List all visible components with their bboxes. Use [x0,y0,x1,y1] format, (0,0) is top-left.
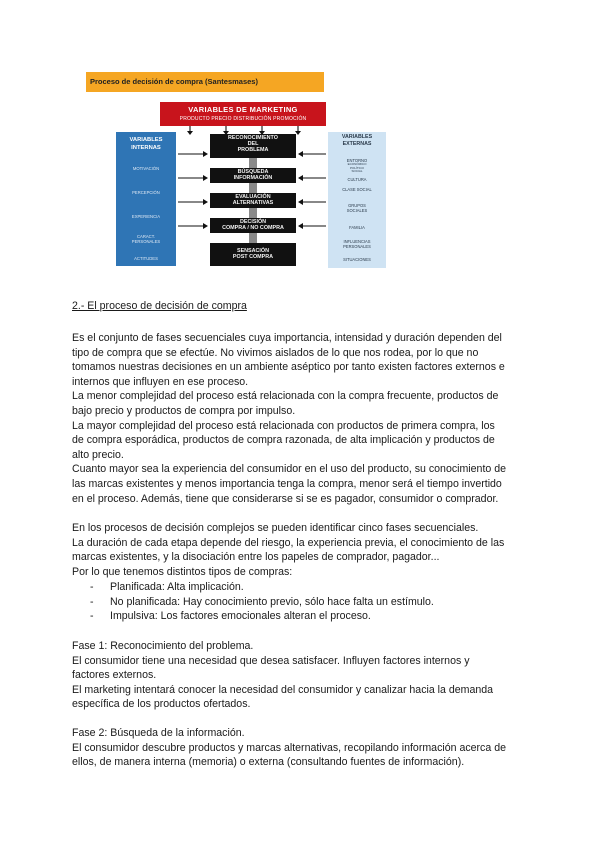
external-variables-title: VARIABLES EXTERNAS [341,134,373,147]
external-variable-item: SITUACIONES [343,257,371,262]
text-line: en el proceso. Además, tiene que considerarse si se es pagador, consumidor o comprador. [72,492,499,505]
phase-2-section [72,726,542,770]
phase-1-title: Fase 1: Reconocimiento del problema. [72,640,254,652]
text-line: El consumidor descubre productos y marcas alternativas, recopilando información acerca de [72,741,506,754]
text-line: tipo de compra que se efectúe. No vivimos aislados de lo que nos rodea, por lo que no [72,346,479,359]
text-line: internos que influyen en ese proceso. [72,375,249,388]
stage-alternatives-evaluation: EVALUACIÓN ALTERNATIVAS [210,193,296,208]
marketing-variables-box [160,102,326,126]
external-variable-item: CLASE SOCIAL [342,187,372,192]
diagram-title: Proceso de decisión de compra (Santesmases) [86,72,324,92]
intro-paragraph [72,331,542,506]
purchase-types-list [72,580,542,624]
internal-variables-box [116,132,176,266]
text-line: El marketing intentará conocer la necesidad del consumidor y canalizar hacia la demanda [72,683,494,696]
text-line: de compra esporádica, productos de compra razonada, de alta implicación y productos de [72,434,495,447]
text-line: En los procesos de decisión complejos se pueden identificar cinco fases secuenciales. [72,522,479,534]
internal-variable-item: ACTITUDES [134,256,158,261]
text-line: Por lo que tenemos distintos tipos de compras: [72,565,293,578]
text-line: La mayor complejidad del proceso está relacionada con productos de primera compra, los [72,419,495,432]
text-line: El consumidor tiene una necesidad que desea satisfacer. Influyen factores internos y [72,654,470,667]
stage-problem-recognition: RECONOCIMIENTO DEL PROBLEMA [210,134,296,158]
external-variable-item: GRUPOS SOCIALES [346,203,368,213]
decision-process-diagram [86,72,386,268]
text-line: bajo precio y productos de compra por impulso. [72,404,296,417]
list-item: - Impulsiva: Los factores emocionales alteran el proceso. [90,610,371,623]
external-variable-item: ENTORNO ECONÓMICO POLÍTICO SOCIAL [346,157,368,174]
list-item: - Planificada: Alta implicación. [90,581,244,593]
stage-information-search: BÚSQUEDA INFORMACIÓN [210,168,296,183]
internal-variable-item: EXPERIENCIA [131,214,161,219]
complex-process-paragraph [72,521,542,579]
internal-variable-item: CARACT. PERSONALES [131,234,161,244]
external-variable-item: INFLUENCIAS PERSONALES [343,239,371,249]
text-line: La menor complejidad del proceso está relacionada con la compra frecuente, productos de [72,390,499,403]
text-line: factores externos. [72,669,157,682]
stage-purchase-decision: DECISIÓN COMPRA / NO COMPRA [210,218,296,233]
text-line: marcas existentes, y la disociación entre los papeles de comprador, pagador... [72,551,440,564]
marketing-variables-subtitle: PRODUCTO PRECIO DISTRIBUCIÓN PROMOCIÓN [179,116,307,122]
external-variable-item: FAMILIA [349,225,365,230]
text-line: Cuanto mayor sea la experiencia del consumidor en el uso del producto, su conocimiento de [72,463,507,476]
section-heading: 2.- El proceso de decisión de compra [72,300,247,312]
internal-variables-title: VARIABLES INTERNAS [129,137,163,151]
phase-1-section [72,639,542,712]
internal-variable-item: MOTIVACIÓN [132,166,160,171]
list-item: - No planificada: Hay conocimiento previo, sólo hace falta un estímulo. [90,595,434,608]
external-variable-item: CULTURA [347,177,367,182]
text-line: alto precio. [72,448,124,461]
marketing-variables-title: VARIABLES DE MARKETING [188,105,298,114]
text-line: Es el conjunto de fases secuenciales cuya importancia, intensidad y duración dependen del [72,332,502,344]
internal-variable-item: PERCEPCIÓN [132,190,160,195]
text-line: tomamos nuestras decisiones en un ambiente aséptico por tanto existen factores externos e [72,361,505,374]
text-line: las marcas existentes y menos importancia tenga la compra, menor será el tiempo invertido [72,477,502,490]
external-variables-box [328,132,386,268]
text-line: específica de los productos ofertados. [72,698,251,711]
text-line: La duración de cada etapa depende del riesgo, la experiencia previa, el conocimiento de las [72,536,505,549]
stage-post-purchase: SENSACIÓN POST COMPRA [210,243,296,266]
phase-2-title: Fase 2: Búsqueda de la información. [72,727,245,739]
text-line: ellos, de manera interna (memoria) o externa (consultando fuentes de información). [72,756,465,769]
